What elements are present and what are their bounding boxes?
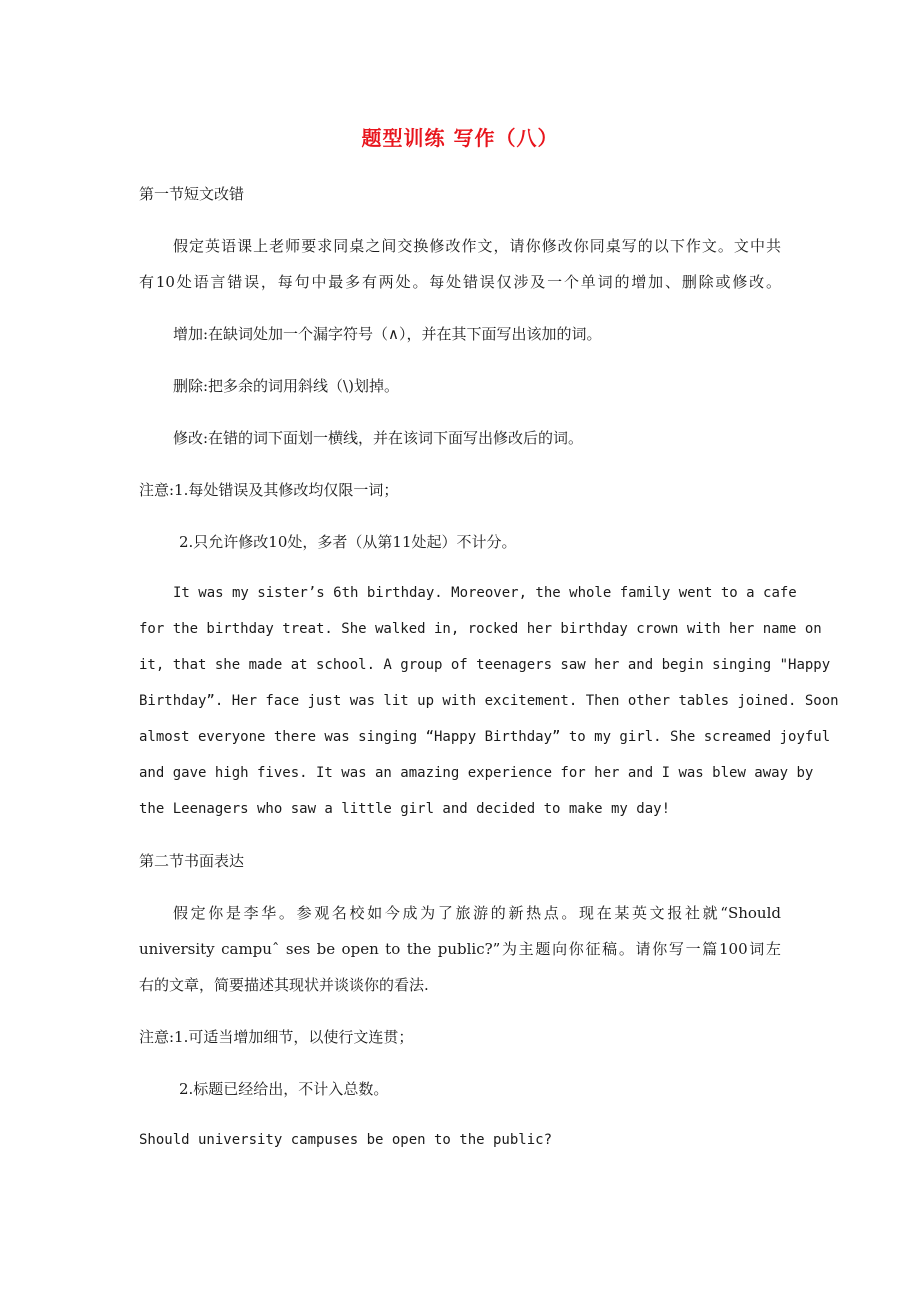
section1-heading: 第一节短文改错 <box>139 185 245 203</box>
passage-line-1: It was my sister’s 6th birthday. Moreover, the whole family went to a cafe <box>173 585 797 601</box>
add-rule: 增加:在缺词处加一个漏字符号（∧），并在其下面写出该加的词。 <box>173 325 602 343</box>
section2-note2: 2.标题已经给出，不计入总数。 <box>179 1080 389 1098</box>
delete-rule: 删除:把多余的词用斜线（\)划掉。 <box>173 377 399 395</box>
passage-line-7: the Leenagers who saw a little girl and decided to make my day! <box>139 801 671 817</box>
page-title: 题型训练 写作（八） <box>361 126 559 150</box>
essay-title: Should university campuses be open to the public? <box>139 1132 553 1148</box>
section2-note1: 注意:1.可适当增加细节，以使行文连贯； <box>139 1028 414 1046</box>
modify-rule: 修改:在错的词下面划一横线，并在该词下面写出修改后的词。 <box>173 429 584 447</box>
passage-line-4: Birthday”. Her face just was lit up with excitement. Then other tables joined. Soon <box>139 693 839 709</box>
section1-intro-line2: 有10处语言错误，每句中最多有两处。每处错误仅涉及一个单词的增加、删除或修改。 <box>139 273 781 291</box>
section2-prompt-line3: 右的文章，简要描述其现状并谈谈你的看法. <box>139 976 429 994</box>
section1-note2: 2.只允许修改10处，多者（从第11处起）不计分。 <box>179 533 517 551</box>
passage-line-3: it, that she made at school. A group of teenagers saw her and begin singing "Happy <box>139 657 831 673</box>
section1-note1: 注意:1.每处错误及其修改均仅限一词； <box>139 481 399 499</box>
section2-prompt-line2: university campuˆ ses be open to the public?”为主题向你征稿。请你写一篇100词左 <box>139 940 781 958</box>
section1-intro-line1: 假定英语课上老师要求同桌之间交换修改作文，请你修改你同桌写的以下作文。文中共 <box>173 237 781 255</box>
passage-line-2: for the birthday treat. She walked in, rocked her birthday crown with her name on <box>139 621 822 637</box>
passage-line-6: and gave high fives. It was an amazing experience for her and I was blew away by <box>139 765 814 781</box>
section2-heading: 第二节书面表达 <box>139 852 245 870</box>
section2-prompt-line1: 假定你是李华。参观名校如今成为了旅游的新热点。现在某英文报社就“Should <box>173 904 781 922</box>
passage-line-5: almost everyone there was singing “Happy Birthday” to my girl. She screamed joyful <box>139 729 831 745</box>
